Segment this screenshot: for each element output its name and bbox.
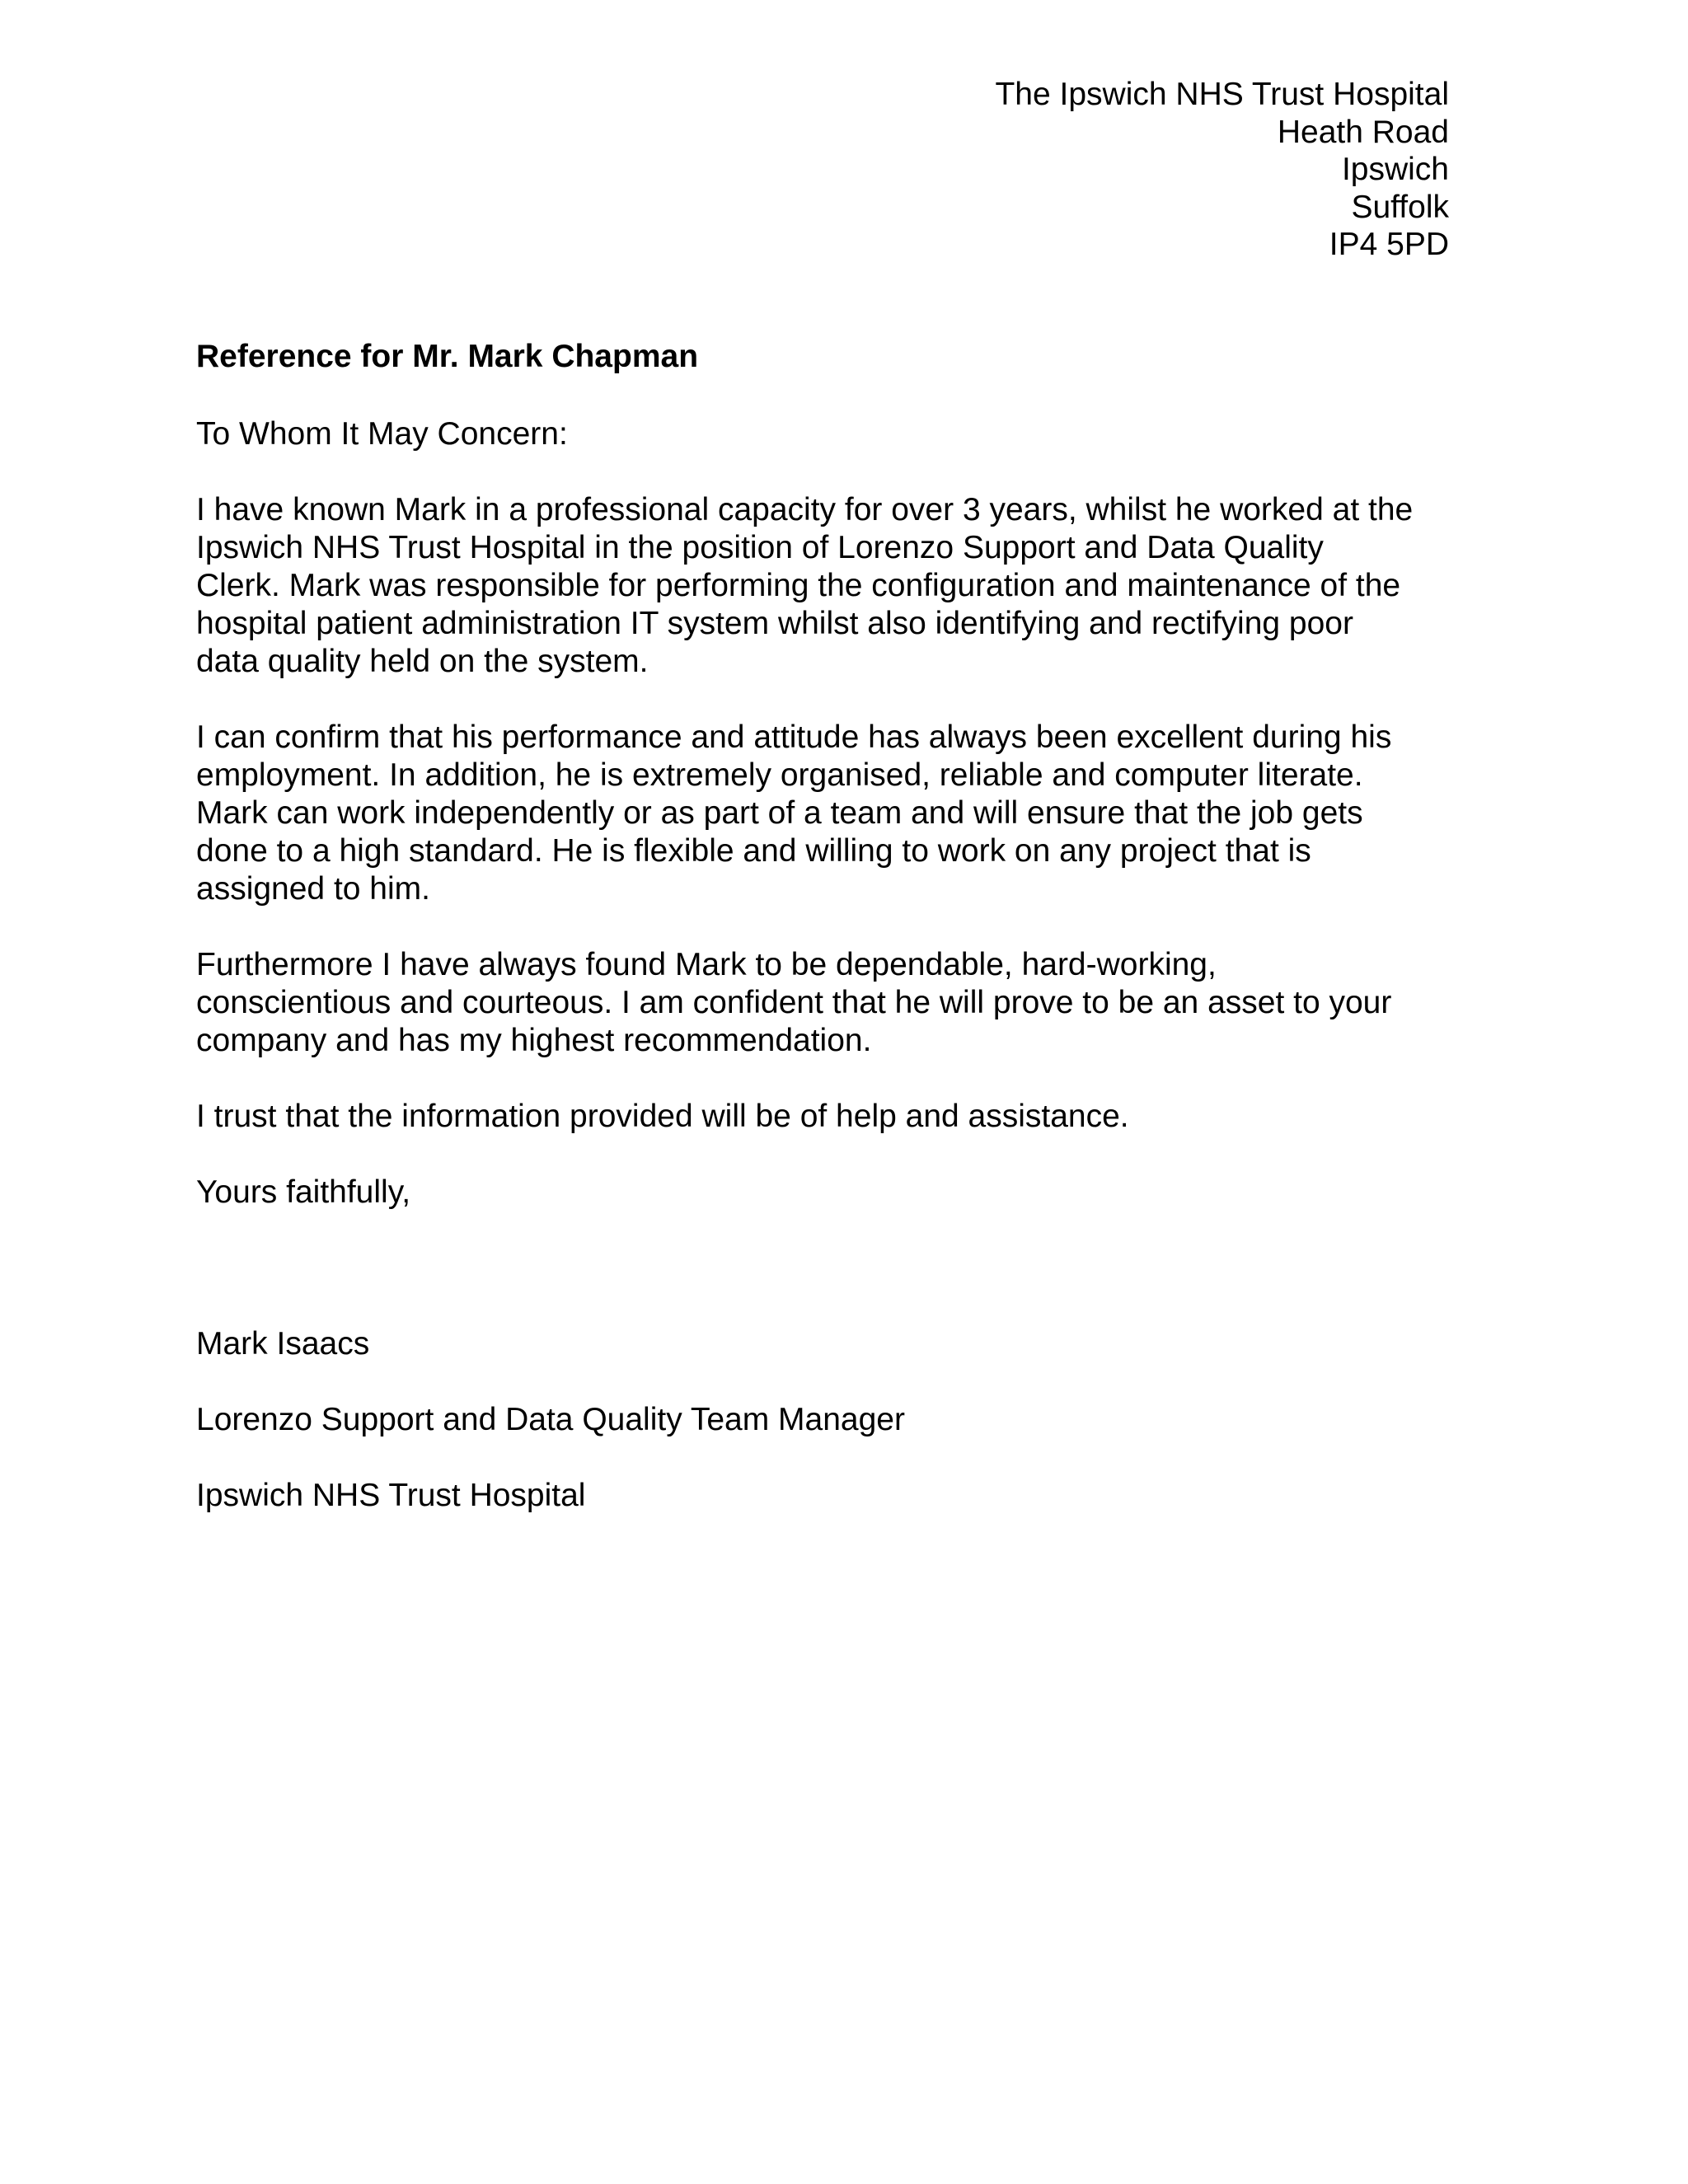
signatory-name: Mark Isaacs bbox=[196, 1326, 370, 1361]
paragraph-1 bbox=[196, 491, 1449, 681]
salutation: To Whom It May Concern: bbox=[196, 416, 568, 452]
paragraph-line: Mark can work independently or as part of a team and will ensure that the job gets bbox=[196, 795, 1363, 831]
address-line-postcode: IP4 5PD bbox=[1329, 227, 1449, 262]
address-line-organisation: The Ipswich NHS Trust Hospital bbox=[995, 77, 1449, 112]
paragraph-line: assigned to him. bbox=[196, 871, 430, 907]
paragraph-line: data quality held on the system. bbox=[196, 644, 649, 679]
paragraph-2 bbox=[196, 719, 1449, 908]
address-line-county: Suffolk bbox=[1351, 189, 1449, 225]
signatory-organisation: Ipswich NHS Trust Hospital bbox=[196, 1478, 586, 1513]
paragraph-line: done to a high standard. He is flexible and willing to work on any project that is bbox=[196, 833, 1311, 869]
paragraph-line: Furthermore I have always found Mark to be dependable, hard-working, bbox=[196, 947, 1217, 982]
address-line-street: Heath Road bbox=[1277, 114, 1449, 150]
paragraph-line: Ipswich NHS Trust Hospital in the position of Lorenzo Support and Data Quality bbox=[196, 530, 1324, 565]
signatory-title: Lorenzo Support and Data Quality Team Manager bbox=[196, 1402, 905, 1437]
paragraph-line: I have known Mark in a professional capacity for over 3 years, whilst he worked at the bbox=[196, 492, 1414, 527]
paragraph-line: I trust that the information provided will be of help and assistance. bbox=[196, 1099, 1129, 1134]
paragraph-line: Clerk. Mark was responsible for performing the configuration and maintenance of the bbox=[196, 568, 1401, 603]
paragraph-line: company and has my highest recommendation. bbox=[196, 1023, 872, 1058]
paragraph-line: conscientious and courteous. I am confident that he will prove to be an asset to your bbox=[196, 985, 1392, 1020]
sender-address bbox=[995, 76, 1449, 264]
closing: Yours faithfully, bbox=[196, 1174, 411, 1210]
letter-body bbox=[196, 338, 1449, 1515]
address-line-town: Ipswich bbox=[1341, 152, 1449, 187]
paragraph-line: employment. In addition, he is extremely organised, reliable and computer literate. bbox=[196, 757, 1363, 793]
letter-title: Reference for Mr. Mark Chapman bbox=[196, 339, 699, 374]
paragraph-4 bbox=[196, 1098, 1449, 1136]
paragraph-line: hospital patient administration IT system whilst also identifying and rectifying poor bbox=[196, 606, 1353, 641]
paragraph-3 bbox=[196, 946, 1449, 1060]
paragraph-line: I can confirm that his performance and attitude has always been excellent during his bbox=[196, 719, 1392, 755]
